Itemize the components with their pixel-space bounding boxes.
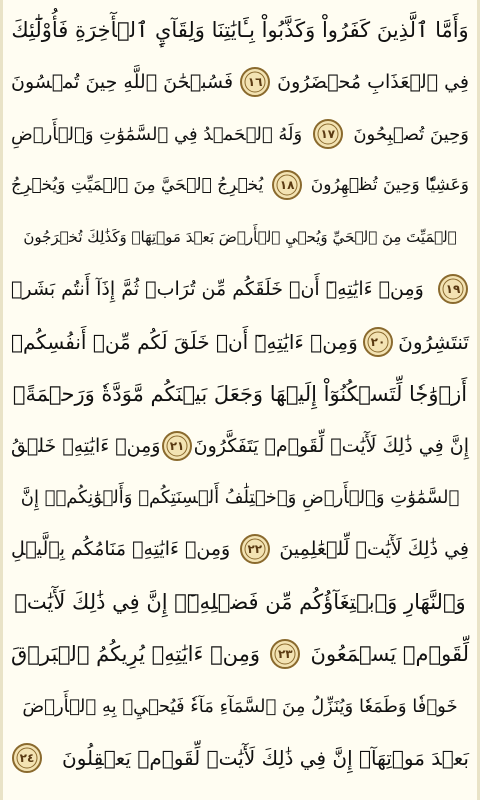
ayah-end-marker-icon [239,66,271,98]
verse-text: بَعۡدَ مَوۡتِهَآۚ إِنَّ فِي ذَٰلِكَ لَأٓيَٰتٖ لِّقَوۡمٖ يَعۡقِلُونَ [62,746,469,770]
verse-line [11,473,469,521]
verse-line [11,6,469,54]
verse-line [11,370,469,418]
verse-line [11,630,469,678]
verse-text: فِي ذَٰلِكَ لَأٓيَٰتٖ لِّلۡعَٰلِمِينَ [279,538,469,560]
verse-text: تَنتَشِرُونَ [398,330,469,354]
verse-text: ٱلۡمَيِّتَ مِنَ ٱلۡحَيِّ وَيُحۡيِ ٱلۡأَرۡضَ بَعۡدَ مَوۡتِهَاۚ وَكَذَٰلِكَ تُخۡرَجُونَ [23,228,457,246]
verse-text: فَسُبۡحَٰنَ ٱللَّهِ حِينَ تُمۡسُونَ [11,71,234,93]
verse-text: وَمِنۡ ءَايَٰتِهِۦ يُرِيكُمُ ٱلۡبَرۡقَ [11,642,261,666]
verse-text: وَلَهُ ٱلۡحَمۡدُ فِي ٱلسَّمَٰوَٰتِ وَٱلۡأَرۡضِ [11,123,303,145]
verse-text: إِنَّ فِي ذَٰلِكَ لَأٓيَٰتٖ لِّقَوۡمٖ يَتَفَكَّرُونَ [193,435,469,457]
verse-line [11,161,469,209]
ayah-number: ١٨ [279,178,295,192]
ayah-number: ٢٠ [370,335,386,349]
ayah-end-marker-icon [239,533,271,565]
verse-text: وَمِنۡ ءَايَٰتِهِۦٓ أَنۡ خَلَقَ لَكُم مِّنۡ أَنفُسِكُمۡ [11,330,358,354]
ayah-number: ٢١ [169,439,185,453]
verse-line [11,525,469,573]
verse-text: لِّقَوۡمٖ يَسۡمَعُونَ [310,642,469,666]
verse-text: ٱلسَّمَٰوَٰتِ وَٱلۡأَرۡضِ وَٱخۡتِلَٰفُ أَلۡسِنَتِكُمۡ وَأَلۡوَٰنِكُمۡۚ إِنَّ [20,486,460,508]
verse-line [11,58,469,106]
verse-text: وَحِينَ تُصۡبِحُونَ [353,123,469,145]
verse-line [11,110,469,158]
ayah-end-marker-icon [269,638,301,670]
ayah-number: ٢٤ [19,751,35,765]
verse-line [11,265,469,313]
ayah-number: ١٩ [445,282,461,296]
verse-text: وَمِنۡ ءَايَٰتِهِۦ مَنَامُكُم بِٱلَّيۡلِ [11,538,231,560]
verse-text: وَٱلنَّهَارِ وَٱبۡتِغَآؤُكُم مِّن فَضۡلِهِۦٓۚ إِنَّ فِي ذَٰلِكَ لَأٓيَٰتٖ [14,590,466,614]
verse-text: وَأَمَّا ٱلَّذِينَ كَفَرُواْ وَكَذَّبُواْ بِـَٔايَٰتِنَا وَلِقَآيِٕ ٱلۡأٓخِرَةِ فَأُوْلَٰٓئِكَ [11,18,469,42]
ayah-number: ٢٢ [247,542,263,556]
ayah-number: ٢٣ [277,647,293,661]
ayah-number: ١٦ [247,75,263,89]
verse-line [11,682,469,730]
ayah-number: ١٧ [320,127,336,141]
verse-text: أَزۡوَٰجٗا لِّتَسۡكُنُوٓاْ إِلَيۡهَا وَجَعَلَ بَيۡنَكُم مَّوَدَّةٗ وَرَحۡمَةًۚ [12,382,468,406]
verse-text: وَعَشِيّٗا وَحِينَ تُظۡهِرُونَ [310,175,469,195]
verse-text: وَمِنۡ ءَايَٰتِهِۦ خَلۡقُ [11,435,161,457]
verse-text: فِي ٱلۡعَذَابِ مُحۡضَرُونَ [277,71,469,93]
verse-text: وَمِنۡ ءَايَٰتِهِۦٓ أَنۡ خَلَقَكُم مِّن تُرَابٖ ثُمَّ إِذَآ أَنتُم بَشَرٞ [11,278,424,300]
verse-line [11,422,469,470]
verse-text: خَوۡفٗا وَطَمَعٗا وَيُنَزِّلُ مِنَ ٱلسَّمَآءِ مَآءٗ فَيُحۡيِۦ بِهِ ٱلۡأَرۡضَ [22,695,458,717]
verse-text: يُخۡرِجُ ٱلۡحَيَّ مِنَ ٱلۡمَيِّتِ وَيُخۡرِجُ [11,175,264,195]
ayah-end-marker-icon [271,169,303,201]
verse-line [11,213,469,261]
ayah-end-marker-icon [312,118,344,150]
verse-line [11,734,469,782]
ayah-end-marker-icon [11,742,43,774]
ayah-end-marker-icon [437,273,469,305]
ayah-end-marker-icon [362,326,394,358]
ayah-end-marker-icon [161,430,193,462]
verse-line [11,318,469,366]
verse-line [11,578,469,626]
